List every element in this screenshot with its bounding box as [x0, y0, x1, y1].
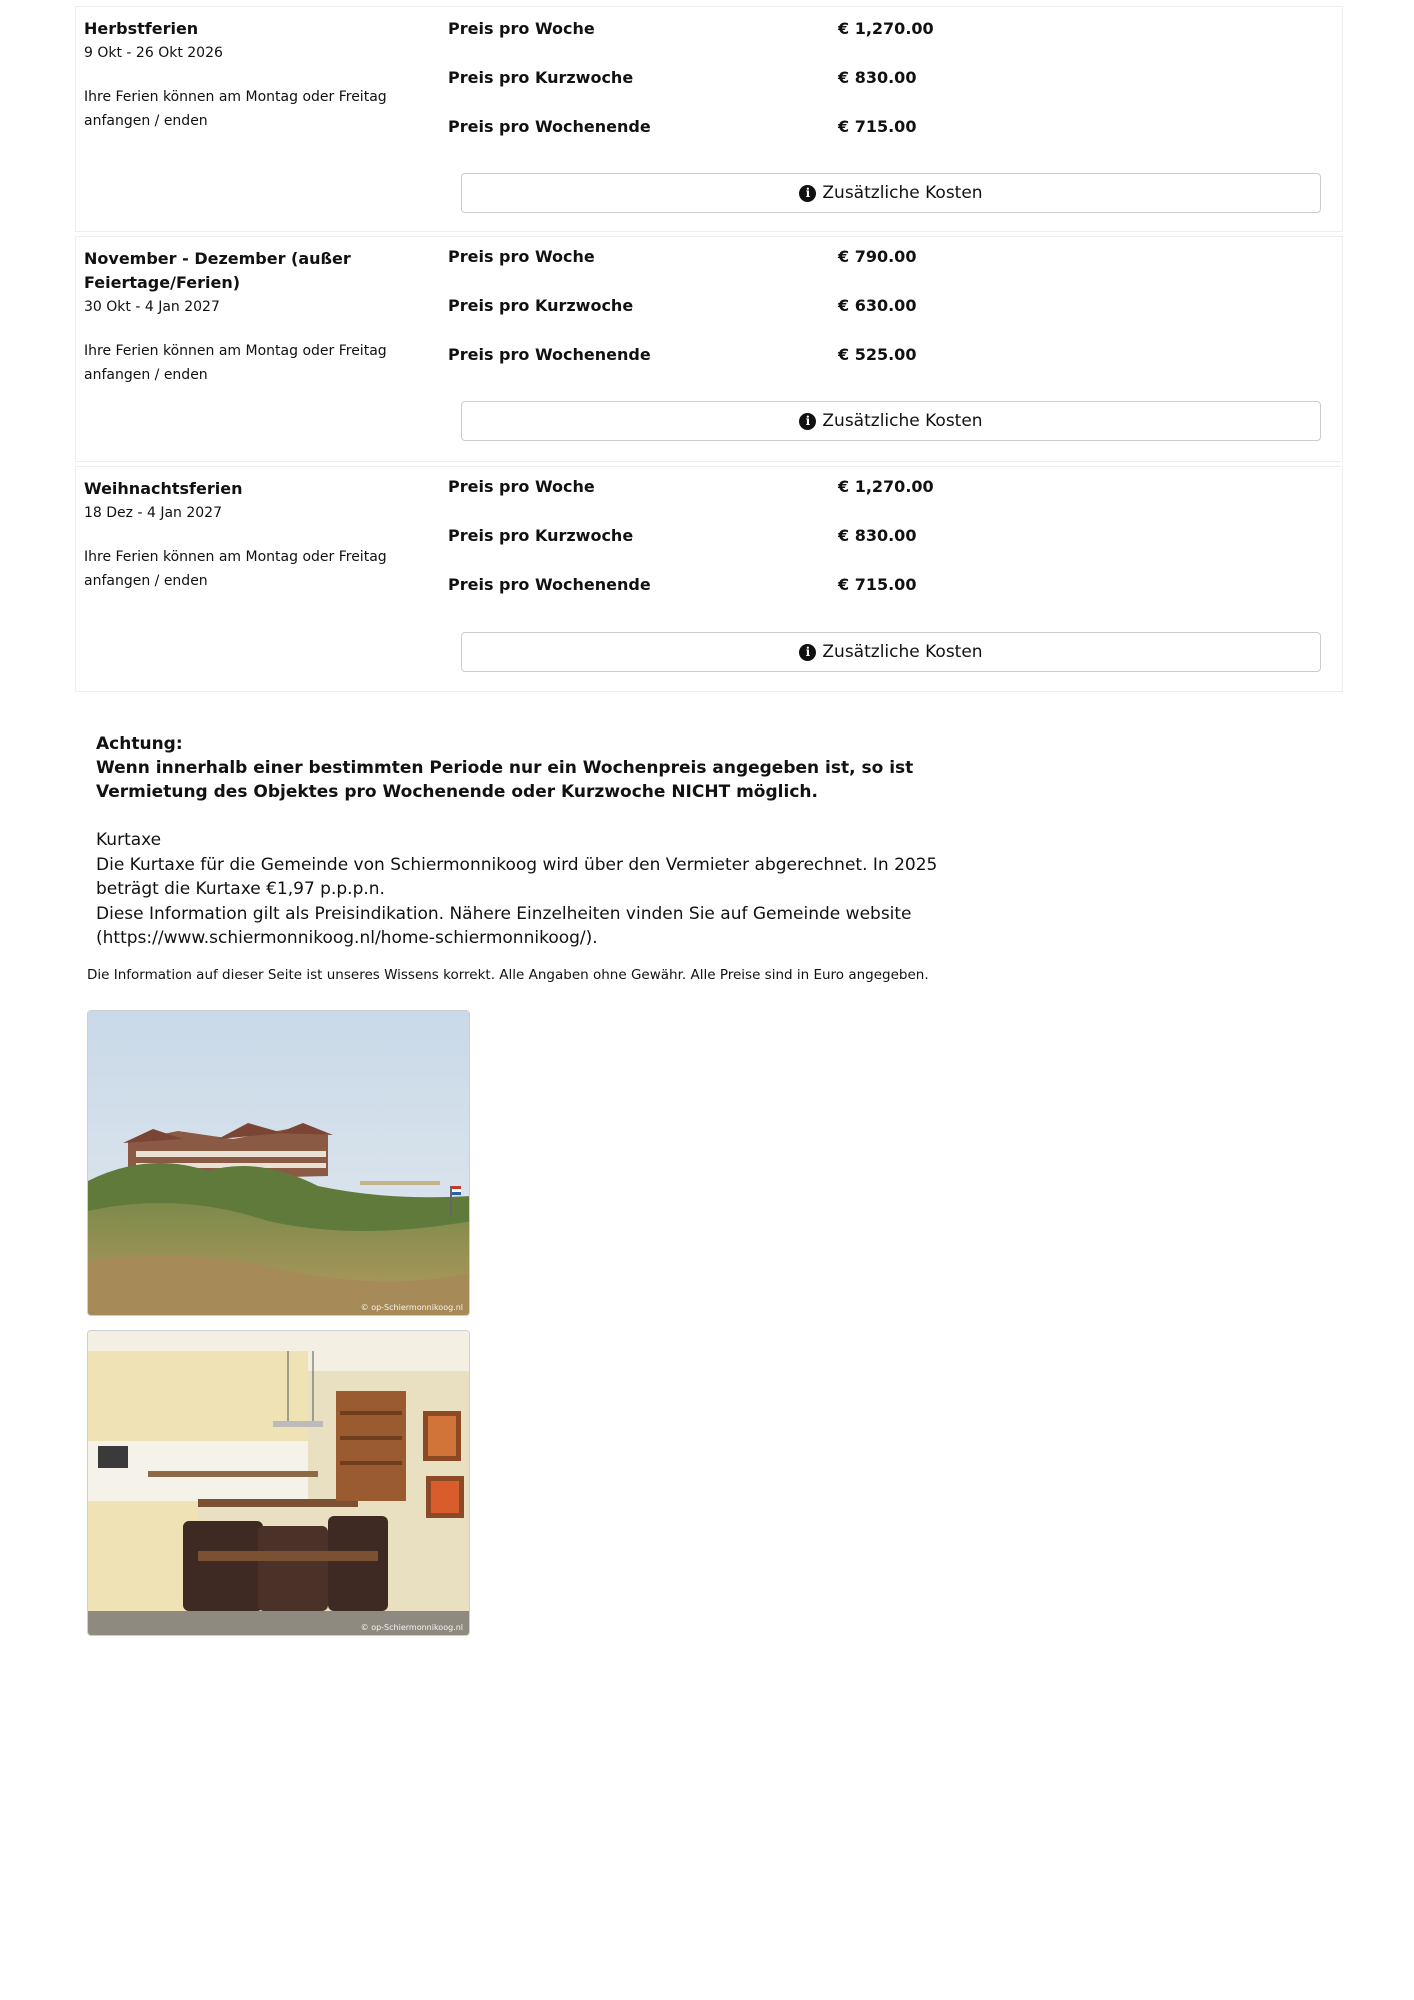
photo-dunes[interactable]: [87, 1010, 470, 1316]
period-name: Weihnachtsferien: [84, 479, 243, 498]
price-label: Preis pro Woche: [448, 477, 595, 496]
info-icon: i: [799, 413, 816, 430]
notes-section: [96, 732, 996, 951]
price-label: Preis pro Wochenende: [448, 575, 651, 594]
price-value: € 715.00: [838, 117, 917, 136]
attention-text: Wenn innerhalb einer bestimmten Periode nur ein Wochenpreis angegeben ist, so ist Vermietung des Objektes pro Wochenende oder Kurzwoche NICHT möglich.: [96, 758, 914, 802]
price-row-short-week: [448, 296, 1148, 320]
price-value: € 525.00: [838, 345, 917, 364]
photo-kitchen[interactable]: [87, 1330, 470, 1636]
period-note: Ihre Ferien können am Montag oder Freitag anfangen / enden: [84, 549, 387, 589]
price-row-week: [448, 477, 1148, 501]
price-value: € 790.00: [838, 247, 917, 266]
period-row: [75, 466, 1343, 692]
price-value: € 715.00: [838, 575, 917, 594]
price-row-weekend: [448, 345, 1148, 369]
price-row-weekend: [448, 575, 1148, 599]
period-info: [84, 17, 404, 133]
period-dates: 9 Okt - 26 Okt 2026: [84, 45, 223, 61]
price-value: € 630.00: [838, 296, 917, 315]
price-label: Preis pro Woche: [448, 19, 595, 38]
period-note: Ihre Ferien können am Montag oder Freitag anfangen / enden: [84, 89, 387, 129]
photo-watermark: © op-Schiermonnikoog.nl: [360, 1303, 463, 1312]
period-note: Ihre Ferien können am Montag oder Freitag anfangen / enden: [84, 343, 387, 383]
extra-costs-label: Zusätzliche Kosten: [822, 183, 983, 203]
disclaimer: Die Information auf dieser Seite ist unseres Wissens korrekt. Alle Angaben ohne Gewähr. Alle Preise sind in Euro angegeben.: [87, 967, 929, 983]
period-name: Herbstferien: [84, 19, 199, 38]
price-label: Preis pro Kurzwoche: [448, 526, 634, 545]
kurtaxe-block: [96, 828, 996, 951]
price-label: Preis pro Kurzwoche: [448, 296, 634, 315]
extra-costs-button[interactable]: [461, 632, 1321, 672]
extra-costs-label: Zusätzliche Kosten: [822, 642, 983, 662]
price-row-short-week: [448, 526, 1148, 550]
attention-heading: Achtung:: [96, 734, 183, 754]
price-row-week: [448, 19, 1148, 43]
period-info: [84, 247, 404, 387]
kurtaxe-info: Diese Information gilt als Preisindikation. Nähere Einzelheiten vinden Sie auf Gemeinde website (https://www.schiermonnikoog.nl/home-schiermonnikoog/).: [96, 903, 912, 948]
kurtaxe-heading: Kurtaxe: [96, 830, 162, 850]
price-value: € 1,270.00: [838, 477, 934, 496]
period-row: [75, 236, 1343, 462]
price-label: Preis pro Woche: [448, 247, 595, 266]
period-dates: 18 Dez - 4 Jan 2027: [84, 505, 222, 521]
price-row-week: [448, 247, 1148, 271]
period-row: [75, 6, 1343, 232]
period-name: November - Dezember (außer Feiertage/Ferien): [84, 249, 351, 292]
price-label: Preis pro Wochenende: [448, 117, 651, 136]
kurtaxe-text: Die Kurtaxe für die Gemeinde von Schiermonnikoog wird über den Vermieter abgerechnet. In 2025 beträgt die Kurtaxe €1,97 p.p.p.n.: [96, 854, 938, 899]
price-label: Preis pro Kurzwoche: [448, 68, 634, 87]
period-dates: 30 Okt - 4 Jan 2027: [84, 299, 220, 315]
extra-costs-button[interactable]: [461, 173, 1321, 213]
price-periods: [75, 6, 1343, 696]
price-value: € 830.00: [838, 526, 917, 545]
extra-costs-button[interactable]: [461, 401, 1321, 441]
extra-costs-label: Zusätzliche Kosten: [822, 411, 983, 431]
period-info: [84, 477, 404, 593]
price-row-weekend: [448, 117, 1148, 141]
price-label: Preis pro Wochenende: [448, 345, 651, 364]
price-value: € 830.00: [838, 68, 917, 87]
info-icon: i: [799, 644, 816, 661]
photo-watermark: © op-Schiermonnikoog.nl: [360, 1623, 463, 1632]
price-value: € 1,270.00: [838, 19, 934, 38]
price-row-short-week: [448, 68, 1148, 92]
info-icon: i: [799, 185, 816, 202]
